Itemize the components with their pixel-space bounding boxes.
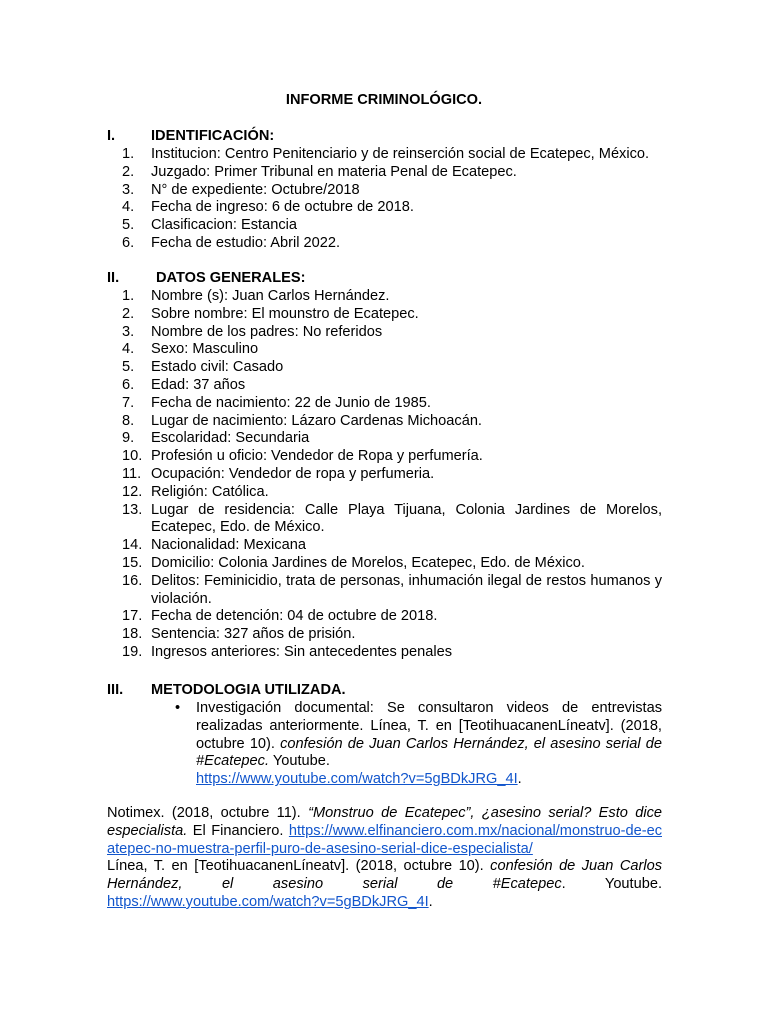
list-item [107,359,662,377]
youtube-link[interactable]: https://www.youtube.com/watch?v=5gBDkJRG_4I [196,771,518,788]
list-item [107,341,662,359]
item-text: Edad: 37 años [151,376,246,393]
list-item [107,377,662,395]
reference-title: confesión de Juan Carlos Hernández, el asesino serial de #Ecatepec [107,858,662,893]
item-number: 1. [122,146,135,162]
item-number: 17. [122,608,143,625]
list-item [107,484,662,502]
item-text: Fecha de detención: 04 de octubre de 2018. [151,608,438,625]
list-item [107,146,662,164]
list-item [107,306,662,324]
list-item [107,235,662,253]
item-number: 2. [122,305,135,322]
section-identificacion [107,128,662,253]
item-text: N° de expediente: Octubre/2018 [151,181,360,198]
item-number: 6. [122,376,135,393]
youtube-link[interactable]: https://www.youtube.com/watch?v=5gBDkJRG_4I [107,893,429,910]
item-text: Delitos: Feminicidio, trata de personas, inhumación ilegal de restos humanos y violación. [151,572,662,607]
section-numeral: I. [107,128,116,144]
item-number: 10. [122,448,143,465]
item-number: 1. [122,288,135,304]
section-numeral: III. [107,682,124,698]
item-text: Sobre nombre: El mounstro de Ecatepec. [151,305,419,322]
references [107,805,662,912]
reference-notimex [107,805,662,858]
item-text: Nombre de los padres: No referidos [151,323,383,340]
item-text: Sexo: Masculino [151,341,259,358]
item-text: Escolaridad: Secundaria [151,430,310,447]
elfinanciero-link[interactable]: https://www.elfinanciero.com.mx/nacional/monstruo-de-ecatepec-no-muestra-perfil-puro-de-asesino-serial-dice-especialista/ [107,822,662,857]
item-text: Juzgado: Primer Tribunal en materia Penal de Ecatepec. [151,163,517,180]
reference-linea [107,858,662,911]
bullet-icon: • [175,700,181,716]
reference-title: “Monstruo de Ecatepec”, ¿asesino serial? Esto dice especialista. [107,805,662,839]
list-item [107,555,662,573]
metodologia-list [107,700,662,789]
list-item [107,413,662,431]
reference-author: Línea, T. en [TeotihuacanenLíneatv]. (2018, octubre 10). [107,858,491,875]
item-text: Ocupación: Vendedor de ropa y perfumeria. [151,465,435,482]
item-text: Fecha de nacimiento: 22 de Junio de 1985. [151,394,431,411]
item-number: 7. [122,394,135,411]
identificacion-list [107,146,662,253]
item-number: 9. [122,430,135,447]
list-item [107,395,662,413]
item-number: 16. [122,572,143,589]
section-heading [107,682,662,700]
item-text: Lugar de nacimiento: Lázaro Cardenas Michoacán. [151,412,482,429]
item-number: 4. [122,199,135,216]
item-number: 11. [122,465,142,482]
list-item [107,573,662,609]
list-item [107,182,662,200]
bullet-text-end: . [517,771,522,788]
reference-end: . [428,893,433,910]
section-title: DATOS GENERALES: [156,270,306,286]
list-item [107,164,662,182]
item-text: Institucion: Centro Penitenciario y de reinserción social de Ecatepec, México. [151,146,650,162]
item-number: 8. [122,412,135,429]
bullet-text-intro: Investigación documental: Se consultaron videos de entrevistas realizadas anteriormente. Línea, T. en [TeotihuacanenLíneatv]. (2018, octubre 10). [196,700,662,752]
list-item [107,217,662,235]
section-title: METODOLOGIA UTILIZADA. [151,682,346,698]
item-text: Estado civil: Casado [151,359,284,376]
item-text: Nombre (s): Juan Carlos Hernández. [151,288,390,304]
list-item [107,430,662,448]
item-text: Religión: Católica. [151,483,269,500]
list-item [107,288,662,306]
datos-list [107,288,662,662]
item-number: 3. [122,181,135,198]
section-metodologia [107,682,662,789]
item-number: 6. [122,234,135,251]
list-item [107,608,662,626]
list-item [175,700,662,789]
list-item [107,644,662,662]
item-number: 18. [122,626,143,643]
reference-source: . Youtube. [561,876,663,893]
item-text: Sentencia: 327 años de prisión. [151,626,356,643]
section-title: IDENTIFICACIÓN: [151,128,275,144]
item-text: Lugar de residencia: Calle Playa Tijuana, Colonia Jardines de Morelos, Ecatepec, Edo. de México. [151,501,662,536]
list-item [107,448,662,466]
item-number: 4. [122,341,135,358]
item-text: Fecha de estudio: Abril 2022. [151,234,341,251]
item-text: Domicilio: Colonia Jardines de Morelos, Ecatepec, Edo. de México. [151,554,585,571]
section-numeral: II. [107,270,120,286]
list-item [107,324,662,342]
list-item [107,466,662,484]
item-text: Fecha de ingreso: 6 de octubre de 2018. [151,199,414,216]
bullet-text [196,700,662,789]
reference-source: El Financiero. [187,822,289,839]
bullet-text-title: confesión de Juan Carlos Hernández, el asesino serial de #Ecatepec. [196,735,662,770]
section-heading [107,270,662,288]
item-number: 12. [122,483,143,500]
item-number: 13. [122,501,143,518]
reference-author: Notimex. (2018, octubre 11). [107,805,309,821]
list-item [107,537,662,555]
document-title: INFORME CRIMINOLÓGICO. [285,92,483,108]
item-number: 14. [122,537,143,554]
item-number: 2. [122,163,135,180]
section-heading [107,128,662,146]
item-number: 19. [122,643,143,660]
item-text: Profesión u oficio: Vendedor de Ropa y perfumería. [151,448,483,465]
item-number: 3. [122,323,135,340]
list-item [107,199,662,217]
list-item [107,626,662,644]
section-datos-generales [107,270,662,662]
bullet-text-source: Youtube. [269,753,330,770]
list-item [107,502,662,538]
item-text: Clasificacion: Estancia [151,217,298,234]
item-text: Ingresos anteriores: Sin antecedentes penales [151,643,452,660]
item-text: Nacionalidad: Mexicana [151,537,306,554]
item-number: 15. [122,554,143,571]
item-number: 5. [122,217,135,234]
item-number: 5. [122,359,135,376]
